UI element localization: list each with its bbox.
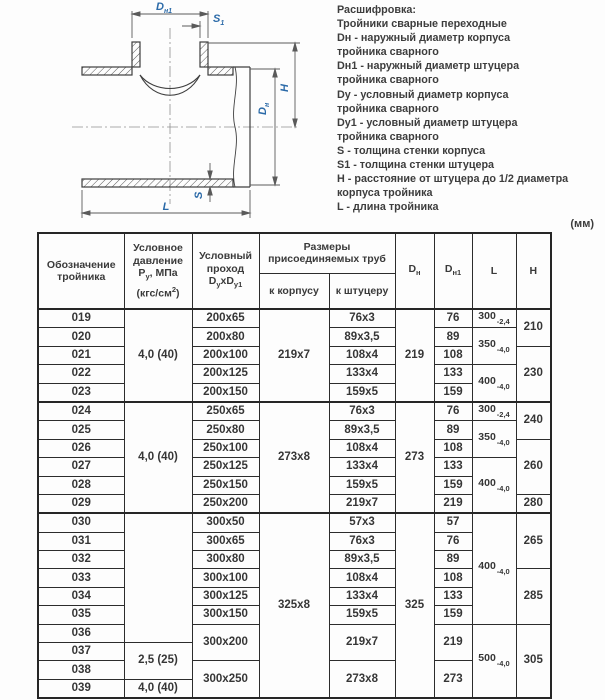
table-cell: 76 — [434, 309, 472, 328]
table-cell: 210 — [516, 309, 551, 346]
table-cell: 300x100 — [192, 569, 259, 587]
legend-line: тройника сварного — [337, 130, 439, 143]
table-cell: 219x7 — [329, 624, 395, 661]
table-header — [38, 233, 551, 309]
table-cell: 133x4 — [329, 365, 395, 383]
table-cell: 200x125 — [192, 365, 259, 383]
table-cell: 89 — [434, 551, 472, 569]
table-cell: 031 — [38, 532, 124, 550]
col-header-height: H — [516, 233, 551, 309]
table-cell — [124, 513, 192, 642]
table-cell: 108 — [434, 346, 472, 364]
table-cell: 2,5 (25) — [124, 643, 192, 680]
dimensions-table — [37, 232, 552, 699]
legend-line: Расшифровка: — [337, 4, 416, 16]
table-cell: 89x3,5 — [329, 421, 395, 439]
table-cell: 200x150 — [192, 383, 259, 402]
table-cell: 230 — [516, 346, 551, 402]
table-cell: 76x3 — [329, 402, 395, 421]
units-label: (мм) — [570, 218, 594, 230]
dim-label-dn: $D_н$ — [257, 102, 271, 115]
table-cell: 89 — [434, 421, 472, 439]
table-cell: 159x5 — [329, 606, 395, 624]
legend-line: Dн - наружный диаметр корпуса — [337, 32, 511, 45]
table-cell: 219 — [434, 624, 472, 661]
dim-label-l: L — [162, 201, 170, 213]
table-cell: 034 — [38, 587, 124, 605]
table-cell: 133x4 — [329, 458, 395, 476]
table-cell: $350_{-4,0}$ — [472, 421, 516, 458]
table-cell: 4,0 (40) — [124, 309, 192, 402]
table-cell: 025 — [38, 421, 124, 439]
table-cell: 200x100 — [192, 346, 259, 364]
table-cell: 260 — [516, 439, 551, 494]
table-cell: 020 — [38, 328, 124, 346]
table-cell: 133 — [434, 587, 472, 605]
col-header-dn1: $D_{н1}$ — [434, 233, 472, 309]
table-cell: $500_{-4,0}$ — [472, 624, 516, 698]
table-cell: $400_{-4,0}$ — [472, 458, 516, 514]
col-header-to-branch: к штуцеру — [329, 273, 395, 309]
table-cell: 024 — [38, 402, 124, 421]
dim-label-h: H — [279, 84, 291, 92]
table-cell: 219 — [395, 309, 434, 402]
table-cell: 89 — [434, 328, 472, 346]
legend-line: Dу1 - условный диаметр штуцера — [337, 116, 518, 129]
table-cell: 273x8 — [329, 661, 395, 698]
legend-line: Тройники сварные переходные — [337, 18, 507, 31]
table-cell: 250x125 — [192, 458, 259, 476]
table-cell: 108 — [434, 439, 472, 457]
table-cell: 021 — [38, 346, 124, 364]
dim-label-s: S — [193, 191, 205, 199]
table-cell: 108 — [434, 569, 472, 587]
table-cell: $300_{-2,4}$ — [472, 309, 516, 328]
table-cell: 57 — [434, 513, 472, 532]
table-cell: 159 — [434, 383, 472, 402]
table-cell: 036 — [38, 624, 124, 642]
table-cell: 019 — [38, 309, 124, 328]
table-cell: 026 — [38, 439, 124, 457]
table-cell: 030 — [38, 513, 124, 532]
table-cell: 4,0 (40) — [124, 402, 192, 513]
table-cell: $400_{-4,0}$ — [472, 513, 516, 624]
legend-line: S1 - толщина стенки штуцера — [337, 159, 495, 172]
table-cell: 300x125 — [192, 587, 259, 605]
dim-label-s1: $S_1$ — [213, 13, 225, 27]
table-cell: 027 — [38, 458, 124, 476]
table-cell: $400_{-4,0}$ — [472, 365, 516, 402]
legend-line: Dу - условный диаметр корпуса — [337, 88, 509, 101]
table-cell: 039 — [38, 679, 124, 698]
table-cell: 038 — [38, 661, 124, 679]
table-cell: 250x65 — [192, 402, 259, 421]
col-header-to-body: к корпусу — [259, 273, 329, 309]
col-header-designation: Обозначение тройника — [38, 233, 124, 309]
legend-line: тройника сварного — [337, 74, 439, 87]
table-cell: 89x3,5 — [329, 551, 395, 569]
table-cell: 273 — [395, 402, 434, 513]
table-cell: 57x3 — [329, 513, 395, 532]
table-cell: 250x80 — [192, 421, 259, 439]
legend-line: тройника сварного — [337, 102, 439, 115]
legend-line: корпуса тройника — [337, 187, 433, 200]
table-cell: 133x4 — [329, 587, 395, 605]
table-cell: 300x150 — [192, 606, 259, 624]
table-cell: 280 — [516, 494, 551, 513]
table-cell: 305 — [516, 624, 551, 698]
table-cell: 4,0 (40) — [124, 679, 192, 698]
table-cell: 265 — [516, 513, 551, 569]
table-cell: 285 — [516, 569, 551, 624]
table-cell: 219x7 — [329, 494, 395, 513]
table-cell: $350_{-4,0}$ — [472, 328, 516, 365]
col-header-pass: Условный проход $D_уxD_{у1}$ — [192, 233, 259, 309]
table-cell: 76 — [434, 402, 472, 421]
table-cell: 300x50 — [192, 513, 259, 532]
table-cell: 159 — [434, 606, 472, 624]
table-cell: 032 — [38, 551, 124, 569]
table-row — [38, 513, 551, 532]
table-cell: 273 — [434, 661, 472, 698]
legend — [337, 3, 603, 214]
table-cell: 240 — [516, 402, 551, 439]
legend-line: L - длина тройника — [337, 201, 439, 214]
col-header-dn: $D_н$ — [395, 233, 434, 309]
table-cell: 133 — [434, 458, 472, 476]
table-cell: 108x4 — [329, 569, 395, 587]
legend-line: S - толщина стенки корпуса — [337, 144, 486, 157]
center-lines — [72, 28, 298, 204]
col-header-length: L — [472, 233, 516, 309]
table-row — [38, 402, 551, 421]
table-cell: 037 — [38, 643, 124, 661]
legend-line: H - расстояние от штуцера до 1/2 диаметра — [337, 173, 569, 186]
table-cell: 250x200 — [192, 494, 259, 513]
table-cell: 022 — [38, 365, 124, 383]
table-cell: 273x8 — [259, 402, 329, 513]
table-cell: 159 — [434, 476, 472, 494]
table-cell: 300x80 — [192, 551, 259, 569]
table-cell: 325 — [395, 513, 434, 698]
table-cell: 250x150 — [192, 476, 259, 494]
table-cell: 159x5 — [329, 476, 395, 494]
table-cell: 035 — [38, 606, 124, 624]
table-cell: 200x65 — [192, 309, 259, 328]
table-cell: 108x4 — [329, 346, 395, 364]
table-cell: 033 — [38, 569, 124, 587]
table-cell: 76x3 — [329, 309, 395, 328]
table-cell: 325x8 — [259, 513, 329, 698]
table-cell: 76x3 — [329, 532, 395, 550]
table-cell: 159x5 — [329, 383, 395, 402]
table-cell: 300x65 — [192, 532, 259, 550]
table-cell: 300x200 — [192, 624, 259, 661]
table-cell: 300x250 — [192, 661, 259, 698]
technical-drawing — [30, 0, 340, 228]
table-cell: 133 — [434, 365, 472, 383]
table-cell: 108x4 — [329, 439, 395, 457]
table-cell: 89x3,5 — [329, 328, 395, 346]
table-cell: 250x100 — [192, 439, 259, 457]
table-cell: 219 — [434, 494, 472, 513]
table-cell: 76 — [434, 532, 472, 550]
dim-label-dn1: $D_{н1}$ — [156, 1, 173, 15]
table-cell: 028 — [38, 476, 124, 494]
table-row — [38, 309, 551, 328]
col-header-pressure: Условное давление $P_у$, МПа $(кгс/см^2)$ — [124, 233, 192, 309]
table-body — [38, 309, 551, 698]
table-cell: 200x80 — [192, 328, 259, 346]
col-header-pipe-sizes: Размеры присоединяемых труб — [259, 233, 395, 273]
legend-line: Dн1 - наружный диаметр штуцера — [337, 60, 520, 73]
legend-line: тройника сварного — [337, 46, 439, 59]
table-cell: 023 — [38, 383, 124, 402]
table-cell: 029 — [38, 494, 124, 513]
table-cell: 219x7 — [259, 309, 329, 402]
table-cell: $300_{-2,4}$ — [472, 402, 516, 421]
